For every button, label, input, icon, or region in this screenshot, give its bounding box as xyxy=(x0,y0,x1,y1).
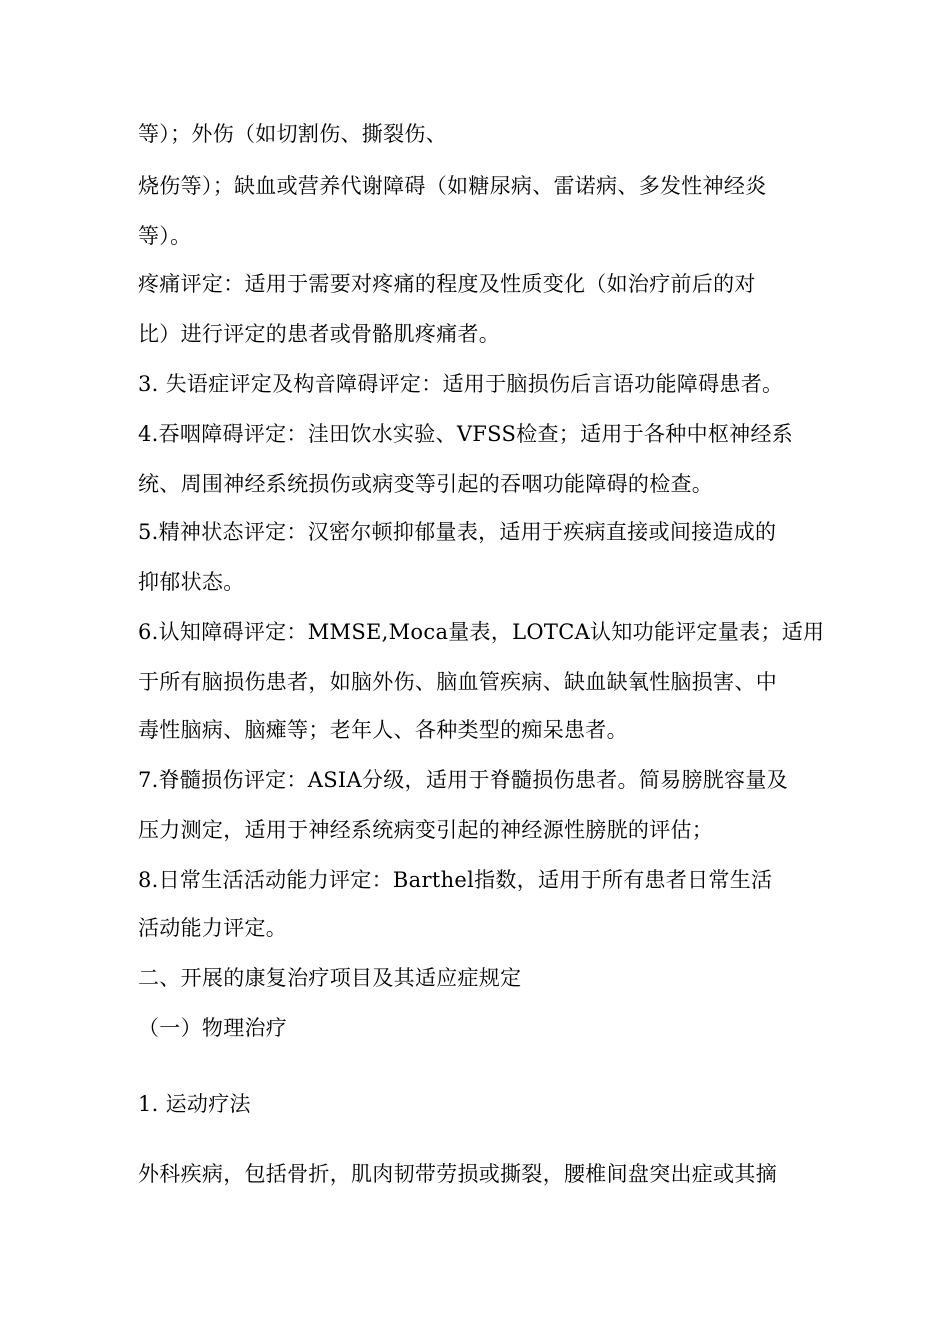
text-line: 5.精神状态评定：汉密尔顿抑郁量表，适用于疾病直接或间接造成的 xyxy=(138,520,777,544)
text-line: 疼痛评定：适用于需要对疼痛的程度及性质变化（如治疗前后的对 xyxy=(138,272,756,296)
subsection-heading: （一）物理治疗 xyxy=(138,1016,288,1040)
text-line: 比）进行评定的患者或骨骼肌疼痛者。 xyxy=(138,322,501,346)
text-line: 等）。 xyxy=(138,224,192,248)
text-line: 烧伤等）；缺血或营养代谢障碍（如糖尿病、雷诺病、多发性神经炎 xyxy=(138,174,767,198)
text-line: 等）；外伤（如切割伤、撕裂伤、 xyxy=(138,122,447,146)
text-line: 毒性脑病、脑瘫等；老年人、各种类型的痴呆患者。 xyxy=(138,718,628,742)
text-line: 抑郁状态。 xyxy=(138,570,245,594)
text-line: 统、周围神经系统损伤或病变等引起的吞咽功能障碍的检查。 xyxy=(138,472,714,496)
text-line: 压力测定，适用于神经系统病变引起的神经源性膀胱的评估； xyxy=(138,818,714,842)
text-line: 于所有脑损伤患者，如脑外伤、脑血管疾病、缺血缺氧性脑损害、中 xyxy=(138,670,777,694)
text-line: 外科疾病，包括骨折，肌肉韧带劳损或撕裂，腰椎间盘突出症或其摘 xyxy=(138,1162,777,1186)
text-line: 活动能力评定。 xyxy=(138,916,288,940)
text-line: 6.认知障碍评定：MMSE,Moca量表，LOTCA认知功能评定量表；适用 xyxy=(138,620,825,644)
text-line: 7.脊髓损伤评定：ASIA分级，适用于脊髓损伤患者。简易膀胱容量及 xyxy=(138,768,788,792)
text-line: 4.吞咽障碍评定：洼田饮水实验、VFSS检查；适用于各种中枢神经系 xyxy=(138,422,794,446)
text-line: 3. 失语症评定及构音障碍评定：适用于脑损伤后言语功能障碍患者。 xyxy=(138,372,784,396)
text-line: 8.日常生活活动能力评定：Barthel指数，适用于所有患者日常生活 xyxy=(138,868,773,892)
section-heading: 二、开展的康复治疗项目及其适应症规定 xyxy=(138,966,522,990)
item-heading: 1. 运动疗法 xyxy=(138,1092,251,1116)
